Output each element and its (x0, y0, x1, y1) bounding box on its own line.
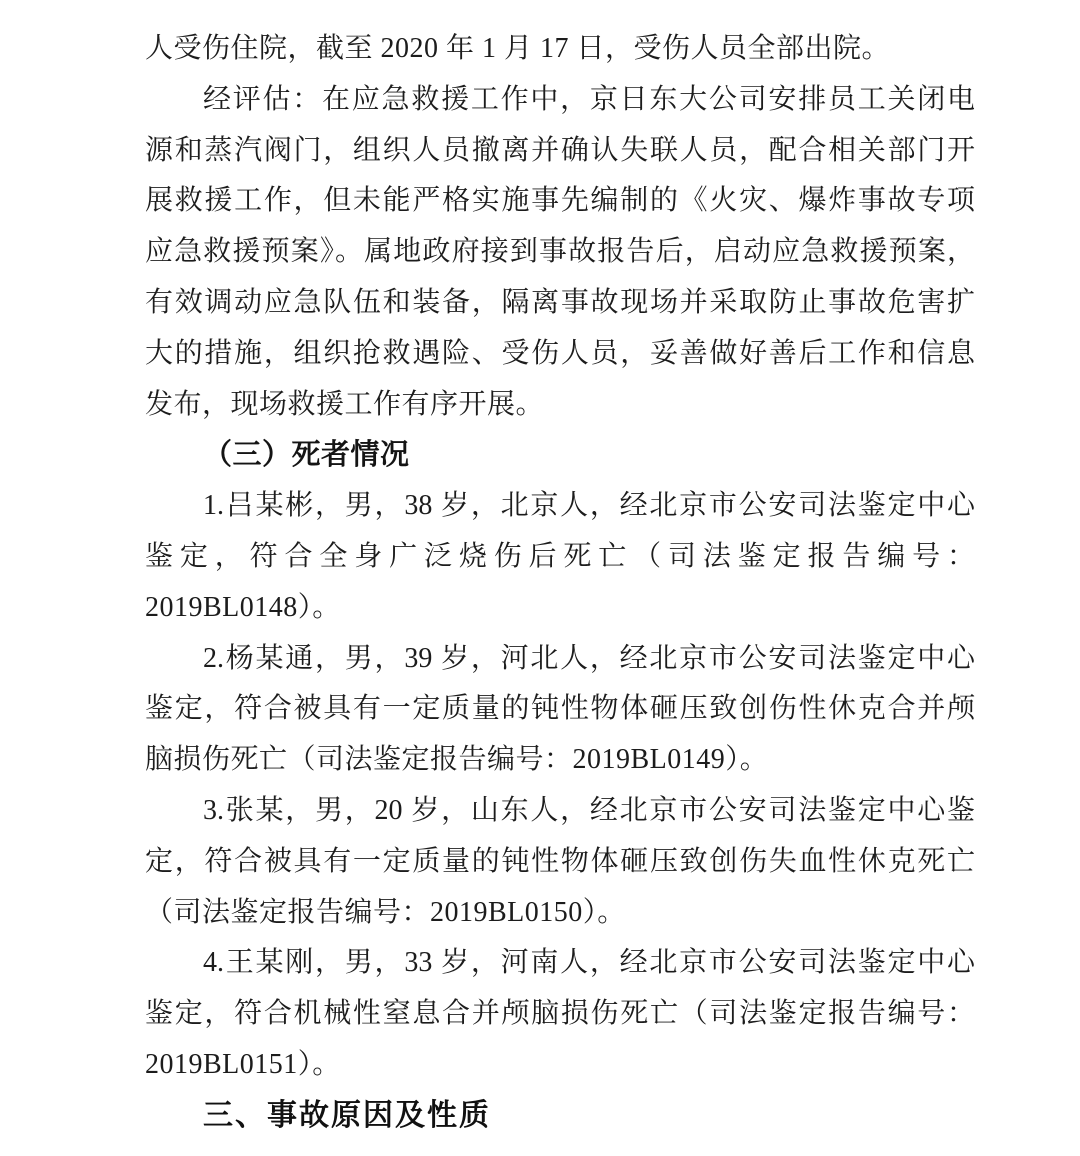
text-line: （三）死者情况 (203, 439, 410, 472)
text-line: 大的措施，组织抢救遇险、受伤人员，妥善做好善后工作和信息 (145, 337, 975, 369)
text-line: 有效调动应急队伍和装备，隔离事故现场并采取防止事故危害扩 (145, 286, 975, 318)
text-line: 定，符合被具有一定质量的钝性物体砸压致创伤失血性休克死亡 (145, 845, 975, 877)
text-line: 发布，现场救援工作有序开展。 (145, 388, 545, 420)
text-line: 1.吕某彬，男，38 岁，北京人，经北京市公安司法鉴定中心 (203, 490, 975, 522)
body-paragraph (145, 786, 975, 938)
text-line: 经评估：在应急救援工作中，京日东大公司安排员工关闭电 (203, 83, 975, 115)
text-line: 脑损伤死亡（司法鉴定报告编号：2019BL0149）。 (145, 744, 769, 776)
text-line: 2019BL0151）。 (145, 1048, 341, 1080)
body-paragraph (145, 938, 975, 1090)
text-line: 展救援工作，但未能严格实施事先编制的《火灾、爆炸事故专项 (145, 185, 975, 217)
text-line: 人受伤住院，截至 2020 年 1 月 17 日，受伤人员全部出院。 (145, 33, 891, 64)
text-line: 应急救援预案》。属地政府接到事故报告后，启动应急救援预案， (145, 236, 975, 268)
body-paragraph (145, 75, 975, 431)
text-line: 鉴定，符合被具有一定质量的钝性物体砸压致创伤性休克合并颅 (145, 693, 975, 725)
text-line: 3.张某，男，20 岁，山东人，经北京市公安司法鉴定中心鉴 (203, 794, 975, 826)
section-heading-cause (145, 1091, 975, 1142)
text-line: （司法鉴定报告编号：2019BL0150）。 (145, 896, 626, 928)
document-text-block (145, 24, 975, 1142)
text-line: 4.王某刚，男，33 岁，河南人，经北京市公安司法鉴定中心 (203, 947, 975, 979)
text-line: 鉴定，符合全身广泛烧伤后死亡（司法鉴定报告编号： (145, 540, 975, 572)
text-line: 2019BL0148）。 (145, 591, 341, 623)
text-line: 鉴定，符合机械性窒息合并颅脑损伤死亡（司法鉴定报告编号： (145, 998, 975, 1030)
text-line: 2.杨某通，男，39 岁，河北人，经北京市公安司法鉴定中心 (203, 642, 975, 674)
body-paragraph (145, 24, 975, 75)
body-paragraph (145, 481, 975, 633)
body-paragraph (145, 634, 975, 786)
text-line: 三、事故原因及性质 (203, 1098, 491, 1132)
section-heading-deceased (145, 430, 975, 481)
text-line: 源和蒸汽阀门，组织人员撤离并确认失联人员，配合相关部门开 (145, 134, 975, 166)
